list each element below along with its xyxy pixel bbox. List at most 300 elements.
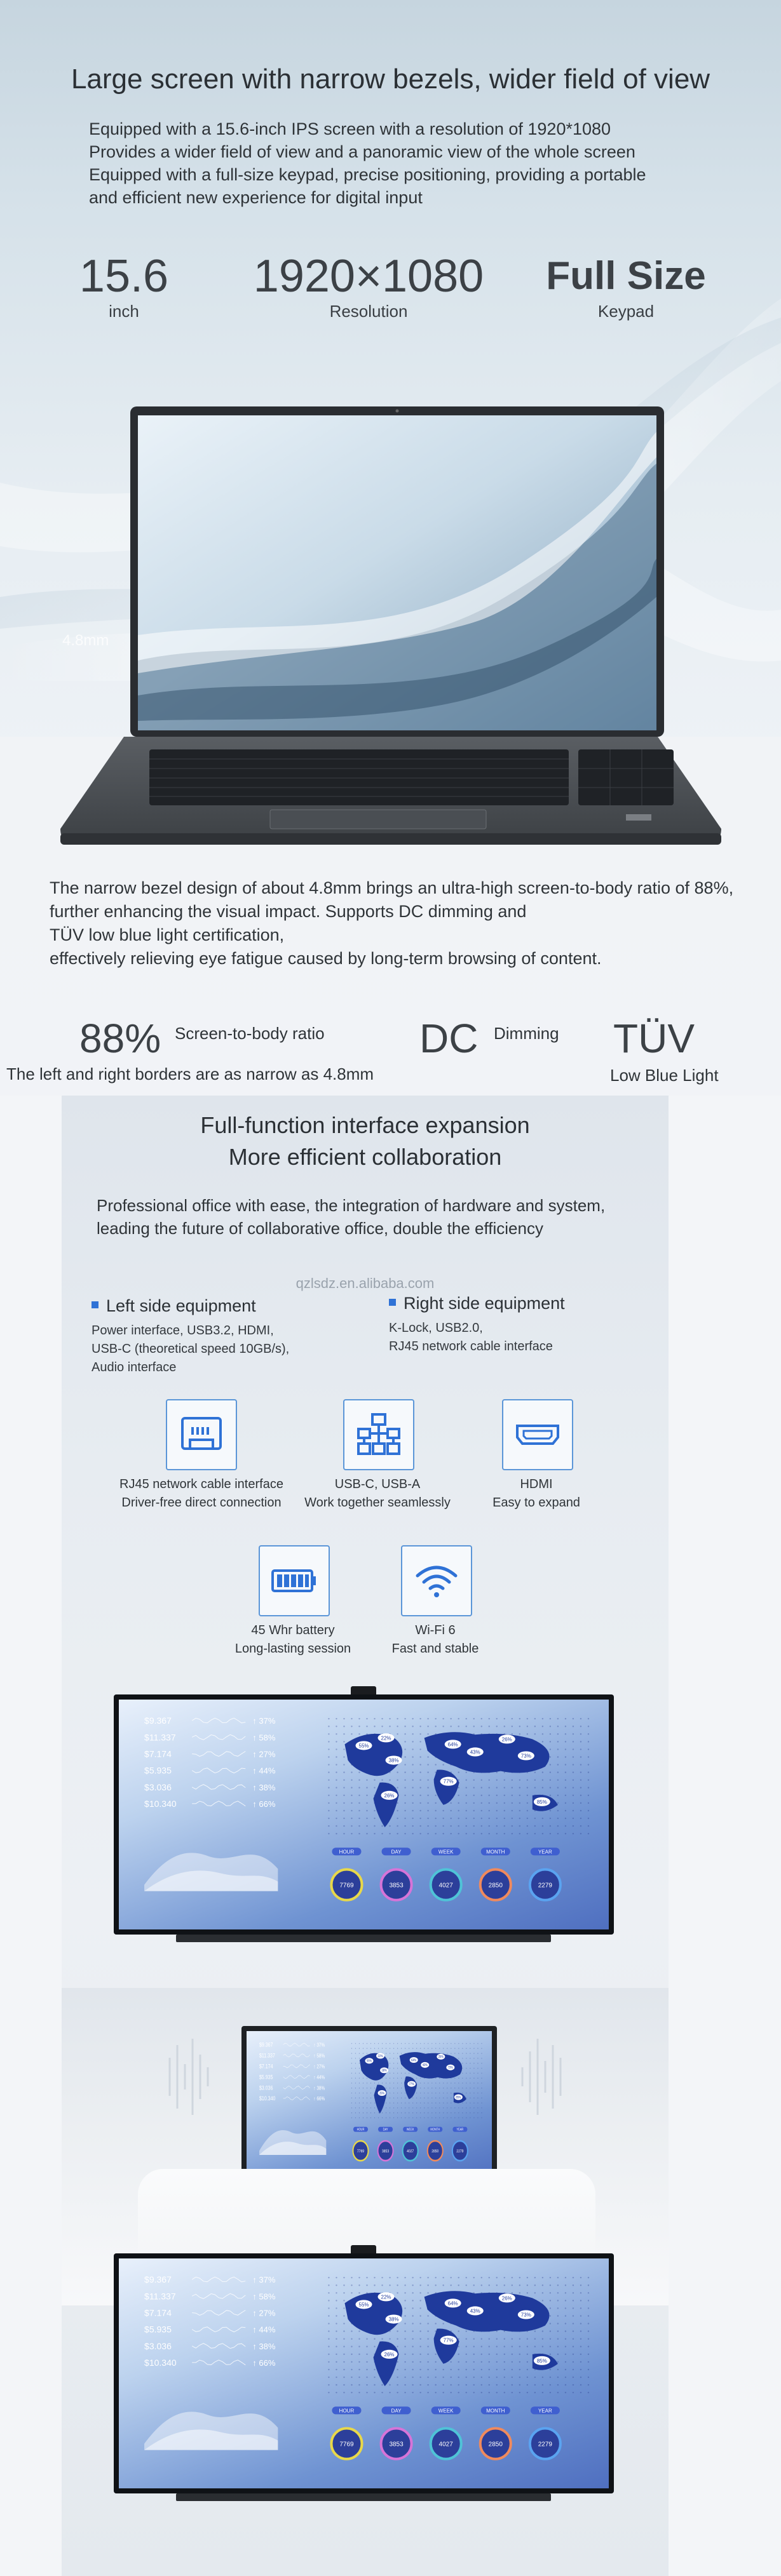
lead-line: leading the future of collaborative office, double the efficiency	[97, 1219, 543, 1238]
map-dot	[374, 1810, 375, 1811]
map-dot	[557, 1787, 559, 1788]
map-dot	[534, 1833, 536, 1834]
map-dot	[542, 2377, 543, 2378]
map-dot	[389, 2392, 390, 2393]
map-dot	[427, 2369, 428, 2370]
map-dot	[393, 2063, 394, 2064]
map-dot	[336, 1741, 337, 1742]
map-dot	[420, 2117, 421, 2119]
map-dot	[404, 2315, 405, 2316]
map-dot	[374, 2377, 375, 2378]
map-dot	[343, 1764, 344, 1765]
map-dot	[404, 2384, 405, 2385]
map-dot	[496, 2384, 498, 2385]
map-dot	[496, 1810, 498, 1811]
map-dot	[580, 1771, 581, 1773]
map-dot	[412, 2300, 413, 2301]
map-dot	[366, 2284, 367, 2286]
map-dot	[557, 2384, 559, 2385]
map-dot	[343, 1818, 344, 1819]
map-dot	[374, 2392, 375, 2393]
map-dot	[580, 1748, 581, 1750]
map-dot	[473, 2112, 474, 2114]
map-dot	[565, 2346, 566, 2347]
section-title: Full-function interface expansion	[200, 1112, 530, 1138]
map-dot	[351, 1818, 352, 1819]
map-dot	[504, 1810, 505, 1811]
map-dot	[519, 1818, 520, 1819]
map-dot	[588, 2354, 589, 2355]
map-dot	[519, 2354, 520, 2355]
stat-sparkline	[283, 2096, 310, 2100]
map-dot	[435, 2093, 436, 2094]
map-dot	[435, 2107, 436, 2109]
map-dot	[370, 2102, 371, 2103]
map-dot	[481, 1726, 482, 1727]
map-dot	[435, 1726, 436, 1727]
map-dot	[374, 2117, 375, 2119]
map-dot	[557, 2392, 559, 2393]
map-dot	[565, 2315, 566, 2316]
map-dot	[504, 1795, 505, 1796]
map-dot	[489, 2277, 490, 2278]
map-dot	[328, 1733, 329, 1734]
map-dot	[489, 2384, 490, 2385]
map-dot	[351, 1810, 352, 1811]
period-tab-label: WEEK	[438, 2408, 454, 2414]
map-dot	[351, 2043, 352, 2044]
stat-percent: ↑ 27%	[252, 1749, 276, 1759]
map-dot	[557, 2369, 559, 2370]
right-side-ports	[389, 1319, 553, 1356]
map-dot	[557, 2300, 559, 2301]
stat-sparkline	[192, 1768, 245, 1773]
map-dot	[358, 2384, 360, 2385]
map-dot	[550, 2377, 551, 2378]
map-dot	[412, 2330, 413, 2331]
map-dot	[481, 1779, 482, 1780]
period-tab-label: HOUR	[339, 2408, 355, 2414]
map-dot	[412, 1810, 413, 1811]
map-dot	[573, 2392, 574, 2393]
map-dot	[366, 2369, 367, 2370]
map-dot	[504, 2346, 505, 2347]
map-dot	[481, 2073, 482, 2074]
map-dot	[481, 2093, 482, 2094]
map-dot	[419, 2307, 421, 2309]
map-dot	[366, 1795, 367, 1796]
map-dot	[580, 1726, 581, 1727]
map-dot	[442, 2377, 444, 2378]
map-dot	[336, 2300, 337, 2301]
map-dot	[416, 2048, 417, 2049]
map-dot	[580, 2361, 581, 2363]
map-dot	[343, 1833, 344, 1834]
map-dot	[419, 2277, 421, 2278]
map-dot	[442, 1833, 444, 1834]
map-dot	[397, 2117, 398, 2119]
map-dot	[343, 1810, 344, 1811]
stat-amount: $3.036	[144, 2340, 172, 2351]
map-dot	[466, 2277, 467, 2278]
gauge-value: 3853	[381, 2149, 390, 2154]
map-dot	[393, 2093, 394, 2094]
map-dot	[427, 1718, 428, 1719]
map-dot	[573, 2300, 574, 2301]
map-dot	[336, 2323, 337, 2324]
map-dot	[504, 2377, 505, 2378]
map-dot	[588, 1810, 589, 1811]
map-dot	[454, 2107, 455, 2109]
gauge-value: 2279	[456, 2149, 464, 2154]
map-dot	[397, 2043, 398, 2044]
map-dot	[401, 2068, 402, 2069]
map-dot	[504, 1833, 505, 1834]
map-dot	[343, 1726, 344, 1727]
map-dot	[328, 2338, 329, 2339]
map-dot	[336, 2307, 337, 2309]
map-dot	[519, 1779, 520, 1780]
map-dot	[439, 2088, 440, 2089]
map-dot	[393, 2107, 394, 2109]
period-tab-label: HOUR	[357, 2128, 365, 2131]
map-dot	[481, 1795, 482, 1796]
map-dot	[336, 2361, 337, 2363]
ethernet-port-icon	[166, 1399, 237, 1470]
period-tab-label: DAY	[383, 2128, 388, 2131]
map-dot	[351, 2058, 352, 2059]
map-dot	[458, 2077, 459, 2079]
map-dot	[419, 2354, 421, 2355]
feature-line: Fast and stable	[391, 1642, 479, 1656]
map-dot	[351, 2073, 352, 2074]
map-dot	[580, 2392, 581, 2393]
map-dot	[473, 2361, 475, 2363]
map-dot	[462, 2068, 463, 2069]
map-dot	[462, 2048, 463, 2049]
stat-amount: $10.340	[144, 1798, 177, 1809]
map-dot	[366, 1718, 367, 1719]
map-dot	[336, 1771, 337, 1773]
stat-amount: $10.340	[144, 2357, 177, 2368]
map-dot	[381, 1718, 383, 1719]
map-dot	[374, 2048, 375, 2049]
map-dot	[443, 2102, 444, 2103]
map-dot	[588, 1756, 589, 1757]
map-dot	[519, 2346, 520, 2347]
map-dot	[573, 1741, 574, 1742]
map-dot	[416, 2043, 417, 2044]
stat-percent: ↑ 44%	[252, 2324, 276, 2335]
map-dot	[496, 1795, 498, 1796]
map-dot	[431, 2098, 432, 2099]
map-dot	[458, 2384, 459, 2385]
map-dot	[412, 2284, 413, 2286]
period-tab-label: MONTH	[430, 2128, 440, 2131]
map-dot	[355, 2077, 356, 2079]
map-dot	[382, 2112, 383, 2114]
map-dot	[374, 2083, 375, 2084]
map-dot	[458, 2277, 459, 2278]
map-dot	[351, 2112, 352, 2114]
map-dot	[416, 2098, 417, 2099]
map-dot	[462, 2073, 463, 2074]
map-dot	[473, 1825, 475, 1827]
map-dot	[336, 2377, 337, 2378]
map-dot	[496, 1787, 498, 1788]
map-dot	[358, 2338, 360, 2339]
map-dot	[458, 2361, 459, 2363]
map-dot	[519, 2384, 520, 2385]
stat-label: Low Blue Light	[610, 1066, 719, 1085]
map-dot	[588, 2307, 589, 2309]
stat-percent: ↑ 66%	[252, 2358, 276, 2368]
map-dot	[412, 2315, 413, 2316]
map-dot	[351, 2284, 352, 2286]
map-dot	[489, 1795, 490, 1796]
gauge-value: 4027	[407, 2149, 414, 2154]
map-dot	[397, 2330, 398, 2331]
map-dot	[358, 1771, 360, 1773]
map-dot	[419, 1825, 421, 1827]
map-dot	[534, 2292, 536, 2293]
map-dot	[343, 1718, 344, 1719]
left-side-heading	[92, 1296, 256, 1316]
map-dot	[442, 1726, 444, 1727]
map-dot	[512, 1802, 513, 1804]
map-dot	[527, 1802, 528, 1804]
map-dot	[404, 1833, 405, 1834]
map-dot	[504, 1779, 505, 1780]
map-dot	[439, 2098, 440, 2099]
map-dot	[450, 2369, 451, 2370]
map-dot	[328, 1833, 329, 1834]
gauge-value: 2850	[488, 2441, 503, 2448]
map-dot	[473, 1779, 475, 1780]
map-dot	[401, 2098, 402, 2099]
map-dot	[481, 2068, 482, 2069]
map-dot	[351, 1802, 352, 1804]
map-dot	[481, 2338, 482, 2339]
map-dot	[504, 1825, 505, 1827]
map-dot	[588, 2277, 589, 2278]
map-dot	[358, 2369, 360, 2370]
map-dot	[404, 2323, 405, 2324]
map-dot	[412, 2346, 413, 2347]
map-landmass	[344, 1734, 402, 1776]
map-dot	[412, 1833, 413, 1834]
map-dot	[477, 2098, 478, 2099]
map-dot	[393, 2083, 394, 2084]
map-dot	[336, 1818, 337, 1819]
map-dot	[328, 2346, 329, 2347]
map-dot	[366, 1779, 367, 1780]
map-dot	[473, 2068, 474, 2069]
map-dot	[355, 2098, 356, 2099]
map-dot	[427, 2377, 428, 2378]
map-dot	[519, 1802, 520, 1804]
map-dot	[427, 1795, 428, 1796]
map-dot	[351, 2392, 352, 2393]
map-dot	[404, 1825, 405, 1827]
map-dot	[458, 2043, 459, 2044]
map-dot	[519, 2361, 520, 2363]
map-dot	[557, 1825, 559, 1827]
map-dot	[351, 1833, 352, 1834]
map-dot	[573, 2338, 574, 2339]
map-dot	[382, 2048, 383, 2049]
map-dot	[565, 1810, 566, 1811]
map-dot	[557, 1733, 559, 1734]
map-dot	[397, 2338, 398, 2339]
map-dot	[370, 2112, 371, 2114]
stat-sparkline	[283, 2043, 310, 2046]
map-dot	[397, 2098, 398, 2099]
map-dot	[534, 1825, 536, 1827]
stat-amount: $9.367	[144, 2274, 172, 2285]
stat-sparkline	[192, 2293, 245, 2298]
map-dot	[496, 2361, 498, 2363]
map-dot	[481, 2043, 482, 2044]
bullet-square	[92, 1301, 98, 1308]
map-dot	[458, 2117, 459, 2119]
map-dot	[336, 2384, 337, 2385]
map-dot	[359, 2068, 360, 2069]
map-dot	[473, 2098, 474, 2099]
map-dot	[412, 2361, 413, 2363]
map-dot	[565, 1833, 566, 1834]
map-dot	[370, 2117, 371, 2119]
map-dot	[462, 2053, 463, 2054]
map-dot	[565, 1741, 566, 1742]
feature-line: RJ45 network cable interface	[119, 1477, 283, 1491]
map-dot	[366, 2346, 367, 2347]
map-dot	[580, 1741, 581, 1742]
map-dot	[358, 2346, 360, 2347]
stat-value: 88%	[79, 1016, 161, 1061]
map-dot	[355, 2117, 356, 2119]
map-dot	[435, 2284, 436, 2286]
map-dot	[404, 1756, 405, 1757]
map-dot	[427, 2330, 428, 2331]
map-dot	[573, 2307, 574, 2309]
map-dot	[580, 2323, 581, 2324]
map-dot	[496, 2369, 498, 2370]
map-dot	[404, 2377, 405, 2378]
map-dot	[512, 2338, 513, 2339]
map-dot	[477, 2053, 478, 2054]
map-dot	[404, 1771, 405, 1773]
map-dot	[442, 2392, 444, 2393]
map-dot	[454, 2053, 455, 2054]
map-dot	[565, 2369, 566, 2370]
map-dot	[550, 1733, 551, 1734]
map-dot	[481, 2117, 482, 2119]
map-dot	[477, 2117, 478, 2119]
stat-sparkline	[192, 2327, 245, 2332]
map-dot	[336, 2338, 337, 2339]
map-dot	[427, 1787, 428, 1788]
map-dot	[404, 2369, 405, 2370]
map-dot	[481, 1810, 482, 1811]
map-dot	[504, 2338, 505, 2339]
map-dot	[473, 1726, 475, 1727]
map-pin-label: 26%	[384, 2351, 395, 2358]
map-dot	[512, 1718, 513, 1719]
map-dot	[458, 2048, 459, 2049]
map-dot	[450, 1810, 451, 1811]
map-dot	[504, 2369, 505, 2370]
map-dot	[458, 2107, 459, 2109]
map-dot	[427, 1756, 428, 1757]
map-dot	[542, 2292, 543, 2293]
map-dot	[527, 1779, 528, 1780]
map-dot	[527, 1726, 528, 1727]
map-dot	[427, 1779, 428, 1780]
map-dot	[443, 2083, 444, 2084]
map-dot	[557, 2354, 559, 2355]
map-dot	[481, 2088, 482, 2089]
map-dot	[343, 2323, 344, 2324]
map-dot	[489, 2284, 490, 2286]
map-dot	[489, 1810, 490, 1811]
stat-sparkline	[192, 1785, 245, 1790]
map-dot	[404, 1718, 405, 1719]
map-dot	[542, 2284, 543, 2286]
map-dot	[443, 2088, 444, 2089]
map-dot	[416, 2112, 417, 2114]
map-dot	[512, 2361, 513, 2363]
map-dot	[435, 1818, 436, 1819]
map-dot	[550, 1748, 551, 1750]
map-dot	[343, 1771, 344, 1773]
spec-unit: Resolution	[329, 302, 408, 321]
map-dot	[454, 2048, 455, 2049]
map-dot	[439, 2112, 440, 2114]
map-dot	[557, 2307, 559, 2309]
desc-line: further enhancing the visual impact. Supports DC dimming and	[50, 902, 527, 921]
feature-line: Long-lasting session	[234, 1642, 351, 1656]
map-dot	[462, 2083, 463, 2084]
map-dot	[489, 1818, 490, 1819]
map-dot	[397, 1810, 398, 1811]
map-dot	[557, 1748, 559, 1750]
map-dot	[504, 1726, 505, 1727]
map-dot	[328, 1818, 329, 1819]
stat-value: TÜV	[613, 1016, 695, 1061]
map-dot	[427, 2292, 428, 2293]
map-dot	[328, 2300, 329, 2301]
map-dot	[404, 1779, 405, 1780]
map-dot	[473, 2277, 475, 2278]
map-dot	[580, 1779, 581, 1780]
map-dot	[381, 1833, 383, 1834]
map-dot	[343, 1779, 344, 1780]
map-dot	[439, 2102, 440, 2103]
map-dot	[519, 1733, 520, 1734]
map-dot	[527, 1787, 528, 1788]
map-dot	[374, 2277, 375, 2278]
spec-unit: Keypad	[597, 302, 655, 321]
map-dot	[401, 2107, 402, 2109]
map-dot	[412, 1764, 413, 1765]
map-pin-label: 77%	[443, 1778, 454, 1785]
map-dot	[358, 1733, 360, 1734]
map-dot	[366, 1833, 367, 1834]
spec-unit: inch	[109, 302, 139, 321]
map-dot	[512, 1833, 513, 1834]
map-dot	[397, 2107, 398, 2109]
